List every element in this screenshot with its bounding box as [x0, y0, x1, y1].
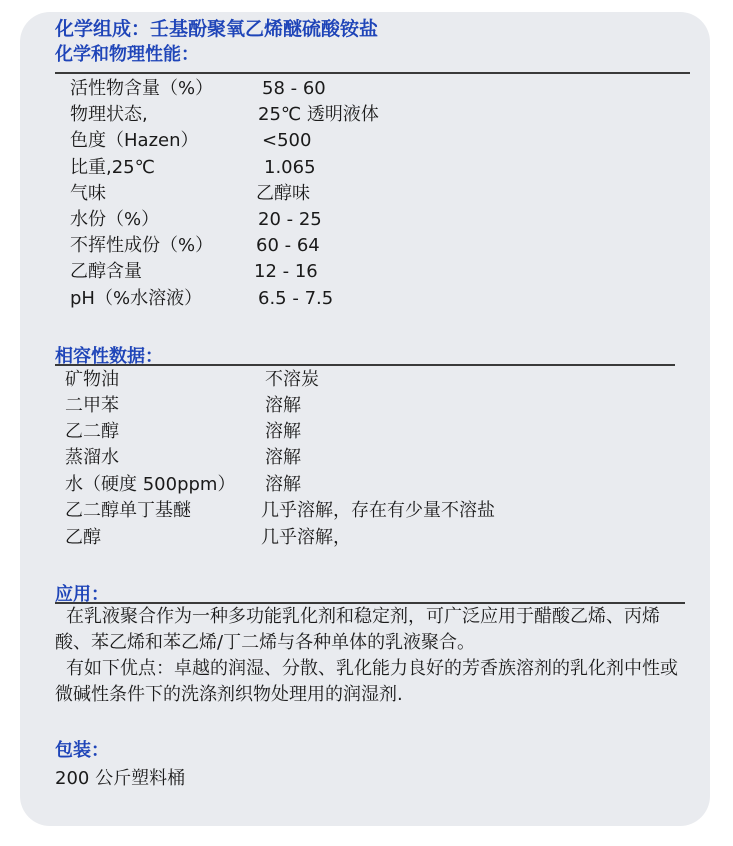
property-label: 物理状态,: [70, 104, 148, 125]
solvent-label: 乙二醇单丁基醚: [65, 500, 191, 521]
application-paragraph: 在乳液聚合作为一种多功能乳化剂和稳定剂，可广泛应用于醋酸乙烯、丙烯酸、苯乙烯和苯乙烯/丁二烯与各种单体的乳液聚合。: [55, 606, 660, 653]
property-label: 活性物含量（%）: [70, 78, 214, 99]
solubility-value: 溶解: [265, 474, 301, 495]
application-paragraph: 有如下优点：卓越的润湿、分散、乳化能力良好的芳香族溶剂的乳化剂中性或微碱性条件下的洗涤剂织物处理用的润湿剂.: [55, 658, 678, 705]
property-value: 1.065: [264, 157, 316, 178]
solvent-label: 乙二醇: [65, 421, 119, 442]
solubility-value: 几乎溶解，存在有少量不溶盐: [261, 500, 495, 521]
solubility-value: 溶解: [265, 421, 301, 442]
properties-heading: 化学和物理性能：: [55, 44, 199, 65]
property-value: 6.5 - 7.5: [258, 288, 334, 309]
property-label: 水份（%）: [70, 209, 160, 230]
property-value: 60 - 64: [256, 235, 320, 256]
property-value: <500: [262, 130, 312, 151]
property-value: 25℃ 透明液体: [258, 104, 379, 125]
solubility-value: 不溶炭: [265, 369, 319, 390]
solvent-label: 矿物油: [65, 369, 119, 390]
property-value: 12 - 16: [254, 261, 318, 282]
property-label: 不挥性成份（%）: [70, 235, 214, 256]
solubility-value: 几乎溶解，: [261, 527, 351, 548]
solubility-value: 溶解: [265, 447, 301, 468]
properties-divider: [55, 72, 690, 74]
property-label: 乙醇含量: [70, 261, 142, 282]
packaging-text: 200 公斤塑料桶: [55, 768, 186, 789]
solvent-label: 二甲苯: [65, 395, 119, 416]
property-value: 乙醇味: [256, 183, 310, 204]
property-label: pH（%水溶液）: [70, 288, 203, 309]
solvent-label: 蒸溜水: [65, 447, 119, 468]
solubility-value: 溶解: [265, 395, 301, 416]
product-sheet-card: [20, 12, 710, 826]
chemical-composition-title: 化学组成：壬基酚聚氧乙烯醚硫酸铵盐: [55, 18, 379, 40]
compatibility-divider: [55, 364, 675, 366]
property-value: 20 - 25: [258, 209, 322, 230]
property-value: 58 - 60: [262, 78, 326, 99]
compatibility-heading: 相容性数据：: [55, 346, 163, 367]
property-label: 气味: [70, 183, 106, 204]
packaging-heading: 包装：: [55, 740, 109, 761]
property-label: 比重,25℃: [70, 157, 155, 178]
property-label: 色度（Hazen）: [70, 130, 199, 151]
solvent-label: 乙醇: [65, 527, 101, 548]
solvent-label: 水（硬度 500ppm）: [65, 474, 236, 495]
application-heading: 应用：: [55, 584, 109, 605]
